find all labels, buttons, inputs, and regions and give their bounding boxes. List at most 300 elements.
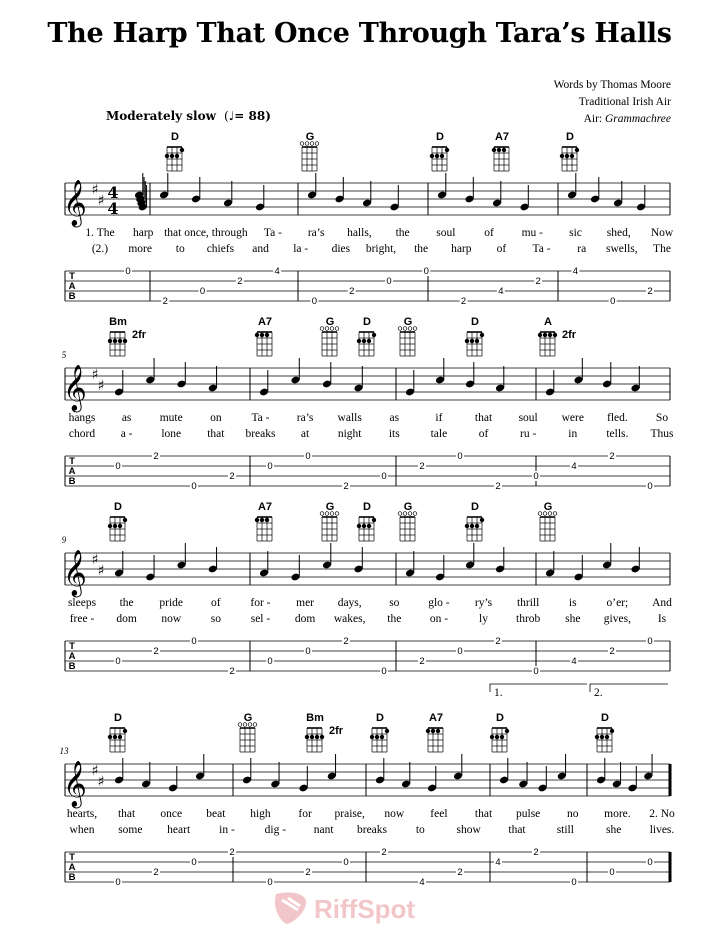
lyric-verse-2: Thus	[650, 428, 674, 440]
lyric-verse-2: Ta -	[532, 243, 551, 255]
tab-number: 2	[343, 481, 349, 492]
finger-dot	[492, 148, 496, 152]
finger-dot	[497, 148, 501, 152]
logo-text: RiffSpot	[314, 894, 416, 924]
measure-number: 9	[61, 535, 67, 545]
lyric-verse-2: ly	[479, 613, 489, 625]
tab-number: 4	[572, 266, 579, 277]
lyric-verse-1: for	[298, 808, 312, 820]
lyric-verse-1: the	[119, 597, 134, 609]
tab-number: 0	[647, 636, 653, 647]
chord-diagram-g	[320, 316, 339, 356]
lyric-verse-2: dom	[294, 613, 316, 625]
finger-dot	[548, 333, 552, 337]
key-sharp-c-icon: ♯	[97, 774, 105, 790]
tab-number: 2	[535, 276, 541, 287]
lyric-verse-1: on	[210, 412, 222, 424]
lyric-verse-2: in	[568, 428, 578, 440]
finger-dot	[260, 518, 264, 522]
tab-number: 2	[533, 847, 539, 858]
volta-label: 2.	[594, 687, 603, 699]
tab-number: 0	[125, 266, 131, 277]
tab-number: 0	[423, 266, 429, 277]
lyric-verse-2: at	[300, 428, 310, 440]
lyric-verse-2: sel -	[250, 613, 271, 625]
tab-number: 0	[386, 276, 392, 287]
tab-number: 2	[237, 276, 243, 287]
lyric-verse-2: heart	[167, 824, 191, 836]
lyric-verse-1: glo -	[428, 597, 450, 609]
lyric-verse-1: the	[395, 227, 410, 239]
finger-dot	[170, 154, 174, 158]
lyric-verse-2: nant	[313, 824, 334, 836]
lyric-verse-1: days,	[337, 597, 362, 609]
tab-number: 2	[647, 286, 653, 297]
finger-dot	[502, 148, 506, 152]
finger-dot	[370, 735, 374, 739]
chord-diagram-g	[320, 501, 339, 541]
tab-number: 0	[191, 857, 197, 868]
finger-dot	[108, 735, 112, 739]
lyric-verse-2: bright,	[365, 243, 397, 255]
tab-number: 2	[495, 481, 501, 492]
lyric-verse-2: on -	[429, 613, 449, 625]
finger-dot	[372, 518, 376, 522]
finger-dot	[475, 339, 479, 343]
key-sharp-c-icon: ♯	[97, 563, 105, 579]
lyric-verse-1: beat	[206, 808, 226, 820]
key-sharp-f-icon: ♯	[91, 763, 99, 779]
chord-diagram-a7	[255, 501, 272, 541]
lyric-verse-1: feel	[430, 808, 448, 820]
treble-clef-icon: 𝄞	[63, 180, 87, 226]
lyric-verse-2: wakes,	[333, 613, 366, 625]
lyric-verse-1: that	[117, 808, 136, 820]
chord-name: G	[305, 131, 315, 143]
fret-label: 2fr	[562, 329, 577, 341]
lyric-verse-1: as	[389, 412, 400, 424]
lyric-verse-2: swells,	[606, 243, 638, 255]
lyric-verse-1: now	[384, 808, 405, 820]
lyric-verse-2: la -	[293, 243, 309, 255]
volta-label: 1.	[494, 687, 503, 699]
finger-dot	[123, 518, 127, 522]
lyric-verse-1: So	[655, 412, 669, 424]
chord-diagram-a7	[255, 316, 272, 356]
key-sharp-f-icon: ♯	[91, 182, 99, 198]
finger-dot	[470, 524, 474, 528]
lyric-verse-1: more.	[604, 808, 631, 820]
finger-dot	[480, 518, 484, 522]
guitar-pick-icon	[275, 892, 306, 924]
open-string-marker	[315, 142, 319, 146]
lyric-verse-1: no	[567, 808, 579, 820]
open-string-marker	[398, 327, 402, 331]
tab-number: 4	[571, 656, 577, 667]
finger-dot	[118, 524, 122, 528]
tab-number: 0	[115, 461, 121, 472]
finger-dot	[255, 518, 259, 522]
finger-dot	[430, 154, 434, 158]
chord-name: D	[566, 131, 574, 143]
lyric-verse-1: fled.	[607, 412, 628, 424]
chord-diagram-d	[490, 712, 509, 752]
finger-dot	[431, 729, 435, 733]
finger-dot	[538, 333, 542, 337]
tab-number: 2	[343, 636, 349, 647]
tab-number: 2	[162, 296, 168, 307]
finger-dot	[500, 735, 504, 739]
open-string-marker	[335, 327, 339, 331]
tab-number: 2	[419, 656, 425, 667]
finger-dot	[445, 148, 449, 152]
lyric-verse-1: shed,	[606, 227, 631, 239]
chord-name: G	[243, 712, 253, 724]
open-string-marker	[300, 142, 304, 146]
finger-dot	[320, 735, 324, 739]
lyric-verse-1: And	[652, 597, 672, 609]
tab-number: 0	[305, 451, 311, 462]
tab-number: 0	[647, 481, 653, 492]
lyric-verse-1: that	[474, 808, 493, 820]
system-3	[62, 501, 672, 677]
lyric-verse-1: mu -	[521, 227, 544, 239]
tab-number: 0	[381, 471, 387, 482]
chord-name: D	[171, 131, 179, 143]
lyric-verse-1: that once,	[164, 227, 209, 239]
finger-dot	[315, 735, 319, 739]
finger-dot	[367, 524, 371, 528]
tab-number: 0	[343, 857, 349, 868]
tab-number: 4	[498, 286, 504, 297]
lyric-verse-2: show	[456, 824, 481, 836]
fret-label: 2fr	[329, 725, 344, 737]
lyric-verse-2: a -	[120, 428, 133, 440]
lyric-verse-1: ra’s	[296, 412, 314, 424]
chord-name: D	[114, 501, 122, 513]
tab-number: 0	[311, 296, 318, 307]
chord-diagram-d	[108, 501, 127, 541]
chord-name: D	[363, 501, 371, 513]
lyric-verse-2: dig -	[264, 824, 287, 836]
chord-name: G	[543, 501, 553, 513]
chord-diagram-g	[538, 501, 557, 541]
tab-clef-letter: B	[68, 476, 76, 487]
chord-name: G	[325, 316, 335, 328]
tab-number: 2	[305, 867, 311, 878]
tab-number: 2	[229, 666, 235, 677]
tab-number: 0	[457, 451, 463, 462]
finger-dot	[265, 333, 269, 337]
tab-number: 0	[305, 646, 311, 657]
finger-dot	[595, 735, 599, 739]
lyric-verse-1: high	[250, 808, 271, 820]
lyric-verse-1: as	[121, 412, 132, 424]
finger-dot	[565, 154, 569, 158]
finger-dot	[610, 729, 614, 733]
open-string-marker	[238, 723, 242, 727]
finger-dot	[436, 729, 440, 733]
chord-diagram-a7	[426, 712, 443, 752]
lyric-verse-2: night	[337, 428, 362, 440]
finger-dot	[255, 333, 259, 337]
chord-name: A7	[257, 501, 273, 513]
system-2	[62, 316, 674, 492]
lyric-verse-1: is	[568, 597, 577, 609]
open-string-marker	[320, 327, 324, 331]
finger-dot	[108, 339, 112, 343]
tab-number: 0	[610, 296, 616, 307]
finger-dot	[465, 339, 469, 343]
chord-name: D	[496, 712, 504, 724]
tab-number: 2	[609, 646, 615, 657]
chord-diagram-bm	[108, 316, 147, 356]
tab-number: 2	[609, 451, 615, 462]
chord-diagram-g	[398, 501, 417, 541]
lyric-verse-2: dies	[331, 243, 351, 255]
lyric-verse-1: hearts,	[66, 808, 98, 820]
lyric-verse-2: lone	[161, 428, 182, 440]
measure-number: 13	[59, 746, 69, 756]
lyric-verse-2: the	[414, 243, 429, 255]
lyric-verse-1: hangs	[68, 412, 96, 424]
tab-number: 2	[153, 867, 159, 878]
lyric-verse-2: that	[508, 824, 526, 836]
lyric-verse-1: ry’s	[474, 597, 493, 609]
riffspot-logo	[270, 890, 450, 926]
finger-dot	[305, 735, 309, 739]
tab-clef-letter: A	[68, 651, 76, 662]
chord-name: G	[325, 501, 335, 513]
lyric-verse-1: walls	[337, 412, 362, 424]
tab-number: 0	[191, 481, 197, 492]
finger-dot	[175, 154, 179, 158]
lyric-verse-1: sleeps	[67, 597, 97, 609]
tab-clef-letter: A	[68, 281, 76, 292]
tab-number: 0	[533, 666, 539, 677]
finger-dot	[570, 154, 574, 158]
chord-name: D	[471, 316, 479, 328]
chord-diagram-g	[398, 316, 417, 356]
key-sharp-f-icon: ♯	[91, 367, 99, 383]
lyric-verse-2: that	[207, 428, 225, 440]
finger-dot	[480, 333, 484, 337]
finger-dot	[165, 154, 169, 158]
lyric-verse-1: so	[389, 597, 400, 609]
lyric-verse-1: that	[474, 412, 493, 424]
tab-clef-letter: B	[68, 291, 76, 302]
lyric-verse-1: 1. The	[85, 227, 115, 239]
finger-dot	[118, 339, 122, 343]
lyric-verse-1: for -	[250, 597, 271, 609]
finger-dot	[310, 735, 314, 739]
finger-dot	[357, 524, 361, 528]
lyric-verse-2: breaks	[356, 824, 388, 836]
lyric-verse-2: gives,	[603, 613, 631, 625]
lyric-verse-2: in -	[219, 824, 235, 836]
tab-number: 0	[267, 461, 273, 472]
lyric-verse-2: free -	[69, 613, 95, 625]
lyric-verse-1: Ta -	[263, 227, 282, 239]
chord-diagram-d	[465, 316, 484, 356]
lyric-verse-2: the	[387, 613, 402, 625]
tab-number: 2	[381, 847, 387, 858]
finger-dot	[260, 333, 264, 337]
air-name: Grammachree	[604, 113, 671, 125]
finger-dot	[543, 333, 547, 337]
lyric-verse-2: to	[175, 243, 185, 255]
tab-number: 0	[647, 857, 653, 868]
time-signature-top: 4	[107, 183, 119, 202]
lyric-verse-1: once	[160, 808, 183, 820]
chord-name: A7	[257, 316, 273, 328]
lyric-verse-2: and	[252, 243, 269, 255]
tab-number: 2	[349, 286, 355, 297]
lyric-verse-2: The	[653, 243, 671, 255]
finger-dot	[435, 154, 439, 158]
finger-dot	[470, 339, 474, 343]
chord-name: D	[376, 712, 384, 724]
lyric-verse-2: now	[161, 613, 182, 625]
lyric-verse-1: 2. No	[649, 808, 675, 820]
chord-diagram-d	[595, 712, 614, 752]
tempo-marking: Moderately slow (♩= 88)	[106, 109, 271, 123]
lyric-verse-2: she	[565, 613, 581, 625]
lyric-verse-1: ra’s	[307, 227, 325, 239]
lyric-verse-2: dom	[116, 613, 137, 625]
open-string-marker	[413, 327, 417, 331]
chord-diagram-d	[357, 316, 376, 356]
lyric-verse-2: tale	[430, 428, 448, 440]
key-sharp-f-icon: ♯	[91, 552, 99, 568]
chord-name: D	[601, 712, 609, 724]
tab-number: 2	[153, 646, 159, 657]
finger-dot	[426, 729, 430, 733]
tab-number: 2	[419, 461, 425, 472]
finger-dot	[108, 524, 112, 528]
open-string-marker	[553, 512, 557, 516]
lyric-verse-2: still	[556, 824, 574, 836]
chord-diagram-g	[238, 712, 257, 752]
finger-dot	[560, 154, 564, 158]
tab-clef-letter: B	[68, 872, 76, 883]
chord-diagram-d	[357, 501, 376, 541]
open-string-marker	[320, 512, 324, 516]
finger-dot	[372, 333, 376, 337]
tab-clef-letter: A	[68, 862, 76, 873]
lyric-verse-1: o’er;	[606, 597, 629, 609]
chord-diagram-bm	[305, 712, 344, 752]
key-sharp-c-icon: ♯	[97, 378, 105, 394]
tab-number: 4	[571, 461, 577, 472]
tab-number: 0	[267, 877, 273, 888]
lyric-verse-2: chord	[68, 428, 96, 440]
tab-number: 0	[609, 867, 615, 878]
finger-dot	[490, 735, 494, 739]
lyric-verse-2: breaks	[245, 428, 276, 440]
finger-dot	[440, 154, 444, 158]
lyric-verse-2: harp	[451, 243, 472, 255]
finger-dot	[475, 524, 479, 528]
time-signature-bottom: 4	[107, 199, 119, 218]
tab-number: 0	[533, 471, 539, 482]
lyric-verse-2: when	[69, 824, 95, 836]
finger-dot	[385, 729, 389, 733]
chord-name: D	[471, 501, 479, 513]
tab-clef-letter: T	[69, 456, 75, 467]
finger-dot	[123, 339, 127, 343]
lyric-verse-1: praise,	[334, 808, 365, 820]
finger-dot	[357, 339, 361, 343]
finger-dot	[362, 524, 366, 528]
tab-number: 4	[419, 877, 425, 888]
lyric-verse-2: lives.	[649, 824, 675, 836]
lyric-verse-1: soul	[436, 227, 456, 239]
lyric-verse-2: Is	[657, 613, 667, 625]
chord-name: D	[363, 316, 371, 328]
tempo-label: Moderately slow	[106, 109, 216, 123]
lyric-verse-1: were	[561, 412, 584, 424]
lyric-verse-2: ru -	[520, 428, 537, 440]
finger-dot	[118, 735, 122, 739]
open-string-marker	[538, 512, 542, 516]
lyric-verse-1: Now	[650, 227, 674, 239]
treble-clef-icon: 𝄞	[63, 550, 87, 596]
finger-dot	[367, 339, 371, 343]
chord-name: D	[436, 131, 444, 143]
chord-name: D	[114, 712, 122, 724]
chord-diagram-g	[300, 131, 319, 171]
open-string-marker	[413, 512, 417, 516]
tab-number: 0	[115, 656, 121, 667]
finger-dot	[495, 735, 499, 739]
chord-diagram-d	[465, 501, 484, 541]
chord-name: A7	[494, 131, 510, 143]
chord-diagram-d	[560, 131, 579, 171]
tab-number: 2	[460, 296, 467, 307]
lyric-verse-1: if	[435, 412, 443, 424]
finger-dot	[505, 729, 509, 733]
finger-dot	[465, 524, 469, 528]
lyric-verse-2: she	[605, 824, 622, 836]
chord-name: A	[544, 316, 552, 328]
tab-clef-letter: B	[68, 661, 76, 672]
open-string-marker	[335, 512, 339, 516]
quarter-note-icon: (♩	[220, 109, 235, 123]
lyric-verse-2: so	[210, 613, 221, 625]
finger-dot	[265, 518, 269, 522]
lyric-verse-2: (2.)	[91, 243, 109, 255]
open-string-marker	[253, 723, 257, 727]
finger-dot	[362, 339, 366, 343]
tab-number: 0	[457, 646, 463, 657]
finger-dot	[113, 735, 117, 739]
chord-diagram-d	[165, 131, 184, 171]
chord-diagram-a7	[492, 131, 509, 171]
lyric-verse-1: mute	[159, 412, 183, 424]
lyric-verse-2: some	[118, 824, 143, 836]
finger-dot	[113, 524, 117, 528]
fret-label: 2fr	[132, 329, 147, 341]
finger-dot	[605, 735, 609, 739]
tab-clef-letter: A	[68, 466, 76, 477]
tempo-bpm: = 88	[234, 109, 266, 123]
tab-clef-letter: T	[69, 641, 75, 652]
page-title: The Harp That Once Through Tara’s Halls	[47, 18, 672, 49]
finger-dot	[180, 148, 184, 152]
lyric-verse-1: pulse	[516, 808, 541, 820]
system-4	[60, 684, 676, 888]
